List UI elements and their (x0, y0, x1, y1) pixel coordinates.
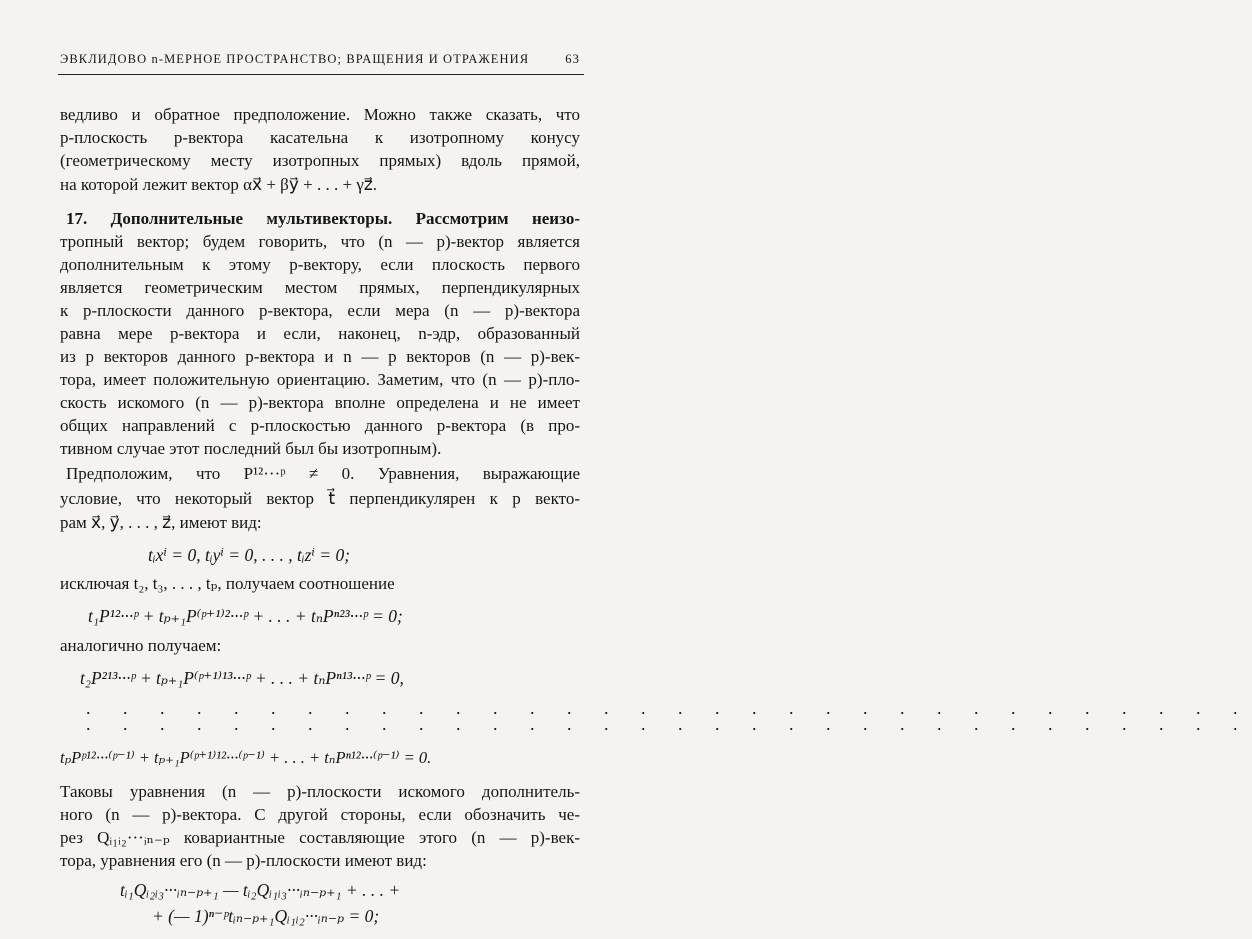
running-header (60, 52, 580, 67)
text-line: Таковы уравнения (n — p)-плоскости искомого дополнитель- (60, 782, 580, 801)
text-line: условие, что некоторый вектор t⃗ перпендикулярен к p векто- (60, 489, 580, 508)
text-line: тора, уравнения его (n — p)-плоскости имеют вид: (60, 851, 427, 870)
text-line: из p векторов данного p-вектора и n — p векторов (n — p)-век- (60, 347, 580, 366)
text-line: тропный вектор; будем говорить, что (n — p)-вектор является (60, 232, 580, 251)
text-line: p-плоскость p-вектора касательна к изотропному конусу (60, 128, 580, 147)
ellipsis-row: . . . . . . . . . . . . . . . . . . . . . . . . . . . . . . . . (86, 714, 1252, 734)
text-line: исключая t₂, t₃, . . . , tₚ, получаем соотношение (60, 574, 395, 593)
ellipsis-row: . . . . . . . . . . . . . . . . . . . . . . . . . . . . . . . . (86, 698, 1252, 718)
text-line: к p-плоскости данного p-вектора, если мера (n — p)-вектора (60, 301, 580, 320)
text-line: тора, имеет положительную ориентацию. Заметим, что (n — p)-пло- (60, 370, 580, 389)
equation-orthogonality: tᵢxⁱ = 0, tᵢyⁱ = 0, . . . , tᵢzⁱ = 0; (148, 545, 351, 565)
page-number: 63 (565, 52, 580, 66)
text-line: рез Qᵢ₁ᵢ₂···ᵢₙ₋ₚ ковариантные составляющие этого (n — p)-век- (60, 828, 580, 847)
equation-covariant-1: tᵢ₁Qᵢ₂ᵢ₃···ᵢₙ₋ₚ₊₁ — tᵢ₂Qᵢ₁ᵢ₃···ᵢₙ₋ₚ₊₁ + . . . + (120, 880, 401, 900)
text-line: (геометрическому месту изотропных прямых) вдоль прямой, (60, 151, 580, 170)
section-heading: 17. Дополнительные мультивекторы. Рассмотрим неизо- (66, 209, 580, 228)
running-title: ЭВКЛИДОВО n-МЕРНОЕ ПРОСТРАНСТВО; ВРАЩЕНИЯ И ОТРАЖЕНИЯ (60, 52, 530, 66)
equation-last: tₚPᵖ¹²···⁽ᵖ⁻¹⁾ + tₚ₊₁P⁽ᵖ⁺¹⁾¹²···⁽ᵖ⁻¹⁾ + . . . + tₙPⁿ¹²···⁽ᵖ⁻¹⁾ = 0. (60, 748, 432, 767)
text-line: рам x⃗, y⃗, . . . , z⃗, имеют вид: (60, 513, 262, 532)
text-line: тивном случае этот последний был бы изотропным). (60, 439, 442, 458)
text-line: на которой лежит вектор αx⃗ + βy⃗ + . . . + γz⃗. (60, 175, 378, 194)
text-line: дополнительным к этому p-вектору, если плоскость первого (60, 255, 580, 274)
text-line: является геометрическим местом прямых, перпендикулярных (60, 278, 580, 297)
text-line: общих направлений с p-плоскостью данного p-вектора (в про- (60, 416, 580, 435)
text-line: аналогично получаем: (60, 636, 222, 655)
equation-relation: t₁P¹²···ᵖ + tₚ₊₁P⁽ᵖ⁺¹⁾²···ᵖ + . . . + tₙPⁿ²³···ᵖ = 0; (88, 606, 403, 626)
header-rule (58, 74, 584, 75)
text-line: ного (n — p)-вектора. С другой стороны, если обозначить че- (60, 805, 580, 824)
text-line: ведливо и обратное предположение. Можно также сказать, что (60, 105, 580, 124)
equation-analog: t₂P²¹³···ᵖ + tₚ₊₁P⁽ᵖ⁺¹⁾¹³···ᵖ + . . . + tₙPⁿ¹³···ᵖ = 0, (80, 668, 404, 688)
text-line: скость искомого (n — p)-вектора вполне определена и не имеет (60, 393, 580, 412)
text-line: Предположим, что P¹²···ᵖ ≠ 0. Уравнения, выражающие (66, 464, 580, 483)
equation-covariant-2: + (— 1)ⁿ⁻ᵖtᵢₙ₋ₚ₊₁Qᵢ₁ᵢ₂···ᵢₙ₋ₚ = 0; (152, 906, 380, 926)
text-line: равна мере p-вектора и если, наконец, n-эдр, образованный (60, 324, 580, 343)
